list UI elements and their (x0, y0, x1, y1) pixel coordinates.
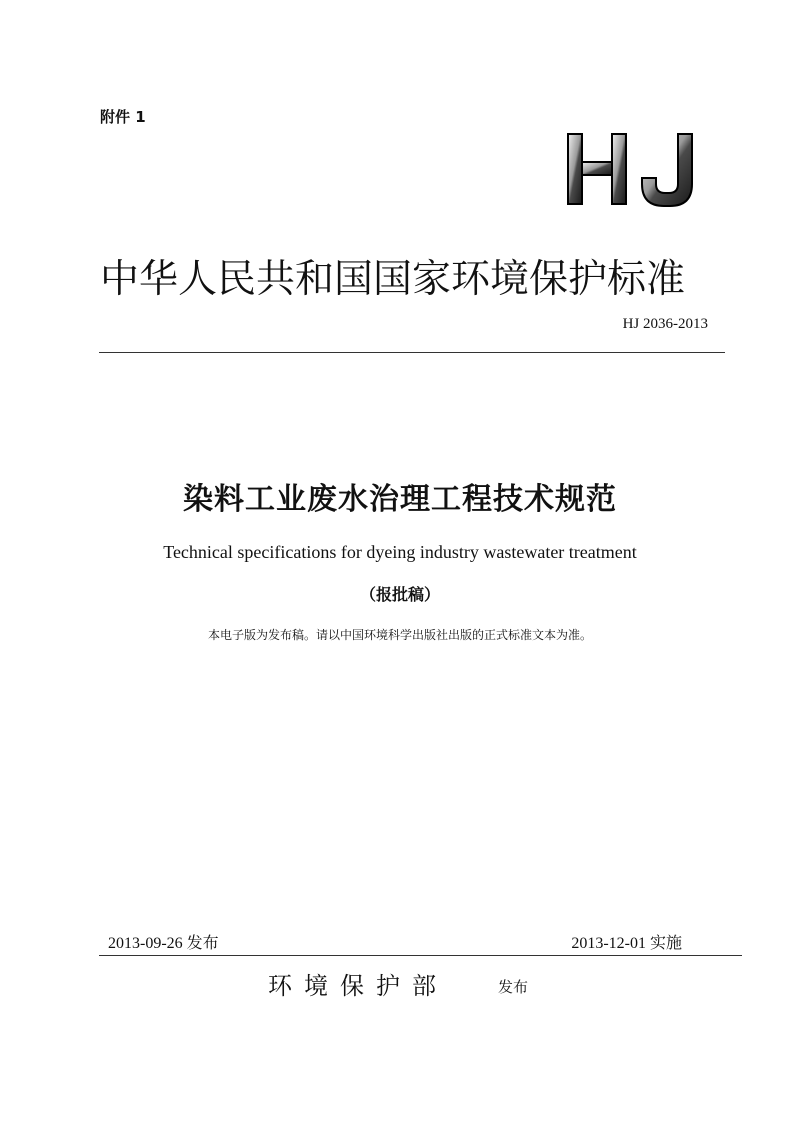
standard-number: HJ 2036-2013 (622, 316, 708, 332)
issue-date-value: 2013-09-26 (108, 935, 183, 952)
issuer-name: 环境保护部 (268, 972, 448, 1000)
attachment-label: 附件 1 (100, 108, 146, 126)
top-divider (99, 352, 725, 353)
document-title-cn: 染料工业废水治理工程技术规范 (183, 482, 617, 517)
bottom-divider (99, 955, 742, 956)
edition-note: 本电子版为发布稿。请以中国环境科学出版社出版的正式标准文本为准。 (207, 628, 592, 642)
issue-date (108, 930, 219, 953)
standard-name: 中华人民共和国国家环境保护标准 (100, 257, 686, 302)
hj-logo (560, 122, 710, 212)
issue-label: 发布 (186, 933, 219, 952)
implement-date (571, 930, 682, 953)
issuer-suffix: 发布 (498, 978, 529, 996)
implement-date-value: 2013-12-01 (571, 935, 646, 952)
implement-label: 实施 (649, 933, 682, 952)
document-title-en: Technical specifications for dyeing industry wastewater treatment (163, 542, 637, 562)
draft-note: （报批稿） (359, 585, 440, 604)
